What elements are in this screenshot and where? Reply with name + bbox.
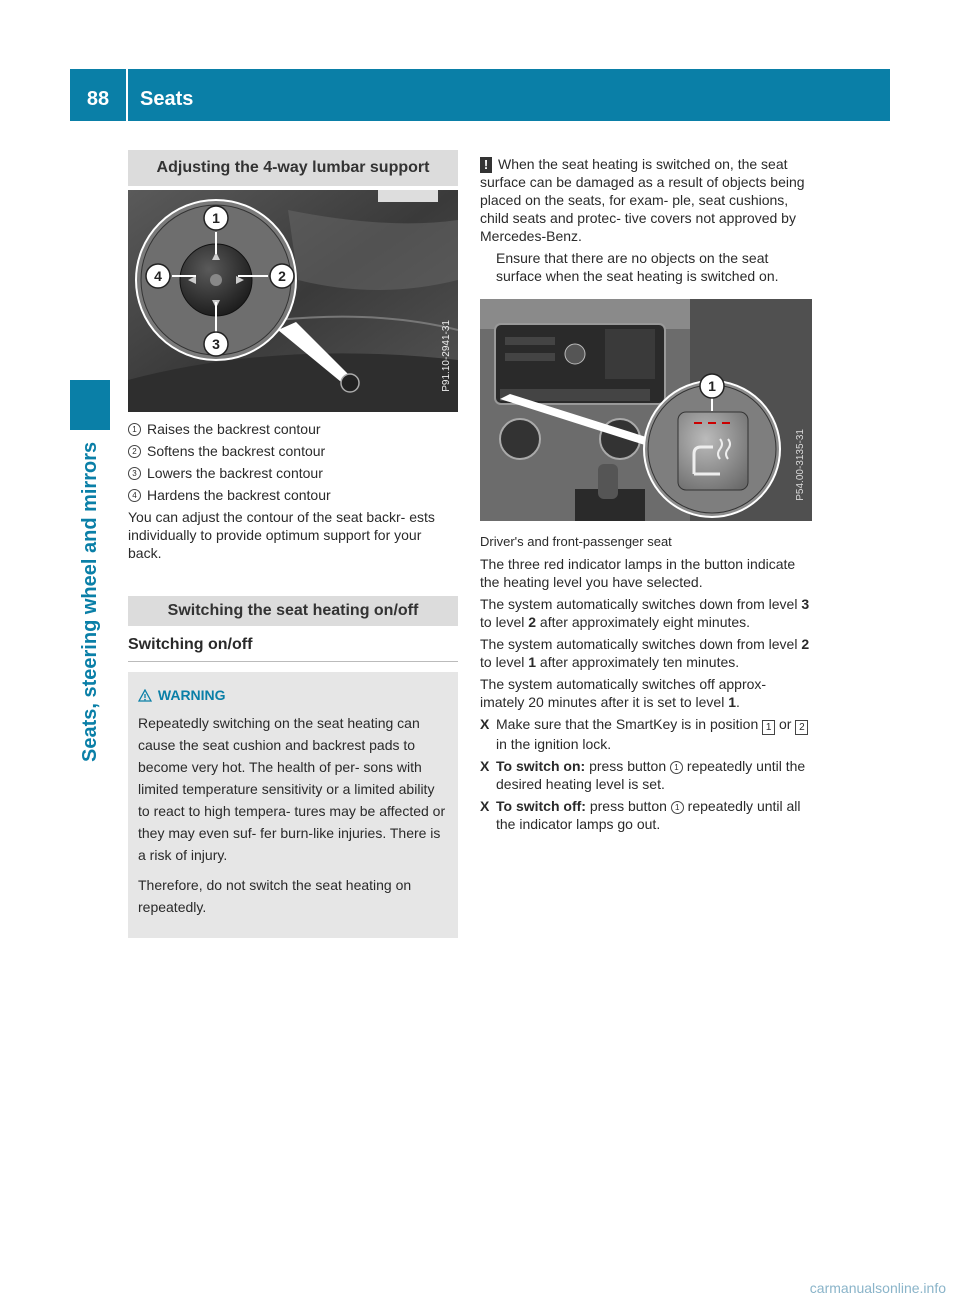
step-smartkey: X Make sure that the SmartKey is in position 1 or 2 in the ignition lock. [480, 715, 812, 753]
legend-number: 4 [128, 489, 141, 502]
step-switch-on: X To switch on: press button 1 repeatedly until the desired heating level is set. [480, 758, 806, 792]
warning-text: Repeatedly switching on the seat heating can cause the seat cushion and backrest pads to become very hot. The health of per- sons with limited temperature sensitivity or a limited ability to react to high tempera- tures may be affected or they may even suf- fer burn-like injuries. There is a risk of injury. [138, 715, 446, 863]
notice-block [480, 155, 812, 285]
heating-figure [480, 299, 812, 521]
warning-box [128, 672, 458, 938]
right-column [480, 155, 812, 837]
notice-text: ! When the seat heating is switched on, the seat surface can be damaged as a result of objects being placed on the seats, for exam- ple, seat cushions, child seats and protec- tive covers not approved by Mercedes-Benz. [480, 156, 805, 244]
figure-caption: Driver's and front-passenger seat [480, 534, 672, 549]
footer-watermark: carmanualsonline.info [809, 1280, 946, 1296]
legend-item [128, 464, 458, 482]
step-arrow-icon: X [480, 758, 490, 774]
para-level-3: The system automatically switches down from level 3 to level 2 after approximately eight minutes. [480, 596, 810, 630]
callout-1: 1 [708, 378, 716, 394]
callout-4: 4 [154, 268, 162, 284]
legend-item [128, 486, 458, 504]
legend-number: 3 [128, 467, 141, 480]
page-number: 88 [86, 88, 110, 110]
para-level-2: The system automatically switches down from level 2 to level 1 after approximately ten minutes. [480, 636, 810, 670]
heating-heading: Switching the seat heating on/off [128, 596, 458, 626]
lumbar-photo [128, 190, 458, 412]
warning-text-2: Therefore, do not switch the seat heating on repeatedly. [138, 877, 412, 915]
legend-text: Lowers the backrest contour [147, 465, 323, 481]
lumbar-legend [128, 420, 458, 504]
figure-code: P54.00-3135-31 [795, 429, 806, 501]
left-column [128, 150, 458, 938]
step-arrow-icon: X [480, 798, 490, 814]
heating-photo [480, 299, 812, 521]
legend-item [128, 442, 458, 460]
legend-number: 1 [128, 423, 141, 436]
side-chapter-label: Seats, steering wheel and mirrors [79, 442, 101, 763]
legend-item [128, 420, 458, 438]
exclamation-icon: ! [480, 157, 492, 173]
figure-code: P91.10-2941-31 [441, 320, 452, 392]
legend-text: Raises the backrest contour [147, 421, 321, 437]
warning-label: WARNING [157, 687, 226, 703]
step-arrow-icon: X [480, 716, 490, 732]
legend-text: Hardens the backrest contour [147, 487, 331, 503]
lumbar-paragraph: You can adjust the contour of the seat backr- ests individually to provide optimum support for your back. [128, 509, 435, 561]
para-off: The system automatically switches off approx- imately 20 minutes after it is set to level 1. [480, 676, 767, 710]
para-indicator: The three red indicator lamps in the button indicate the heating level you have selected. [480, 556, 796, 590]
lumbar-figure [128, 190, 458, 412]
side-tab [70, 380, 110, 430]
lumbar-heading: Adjusting the 4-way lumbar support [128, 150, 458, 186]
callout-3: 3 [212, 336, 220, 352]
legend-text: Softens the backrest contour [147, 443, 326, 459]
header-divider [126, 69, 128, 121]
warning-title [138, 686, 448, 706]
section-title: Seats [140, 88, 194, 110]
legend-number: 2 [128, 445, 141, 458]
heating-subheading: Switching on/off [128, 636, 458, 662]
header-bar [70, 69, 890, 121]
key-position-1: 1 [762, 720, 775, 735]
notice-text-2: Ensure that there are no objects on the seat surface when the seat heating is switched on. [496, 250, 779, 284]
step-switch-off: X To switch off: press button 1 repeatedly until all the indicator lamps go out. [480, 798, 801, 832]
key-position-2: 2 [795, 720, 808, 735]
warning-triangle-icon [138, 688, 154, 706]
callout-1: 1 [212, 210, 220, 226]
callout-2: 2 [278, 268, 286, 284]
